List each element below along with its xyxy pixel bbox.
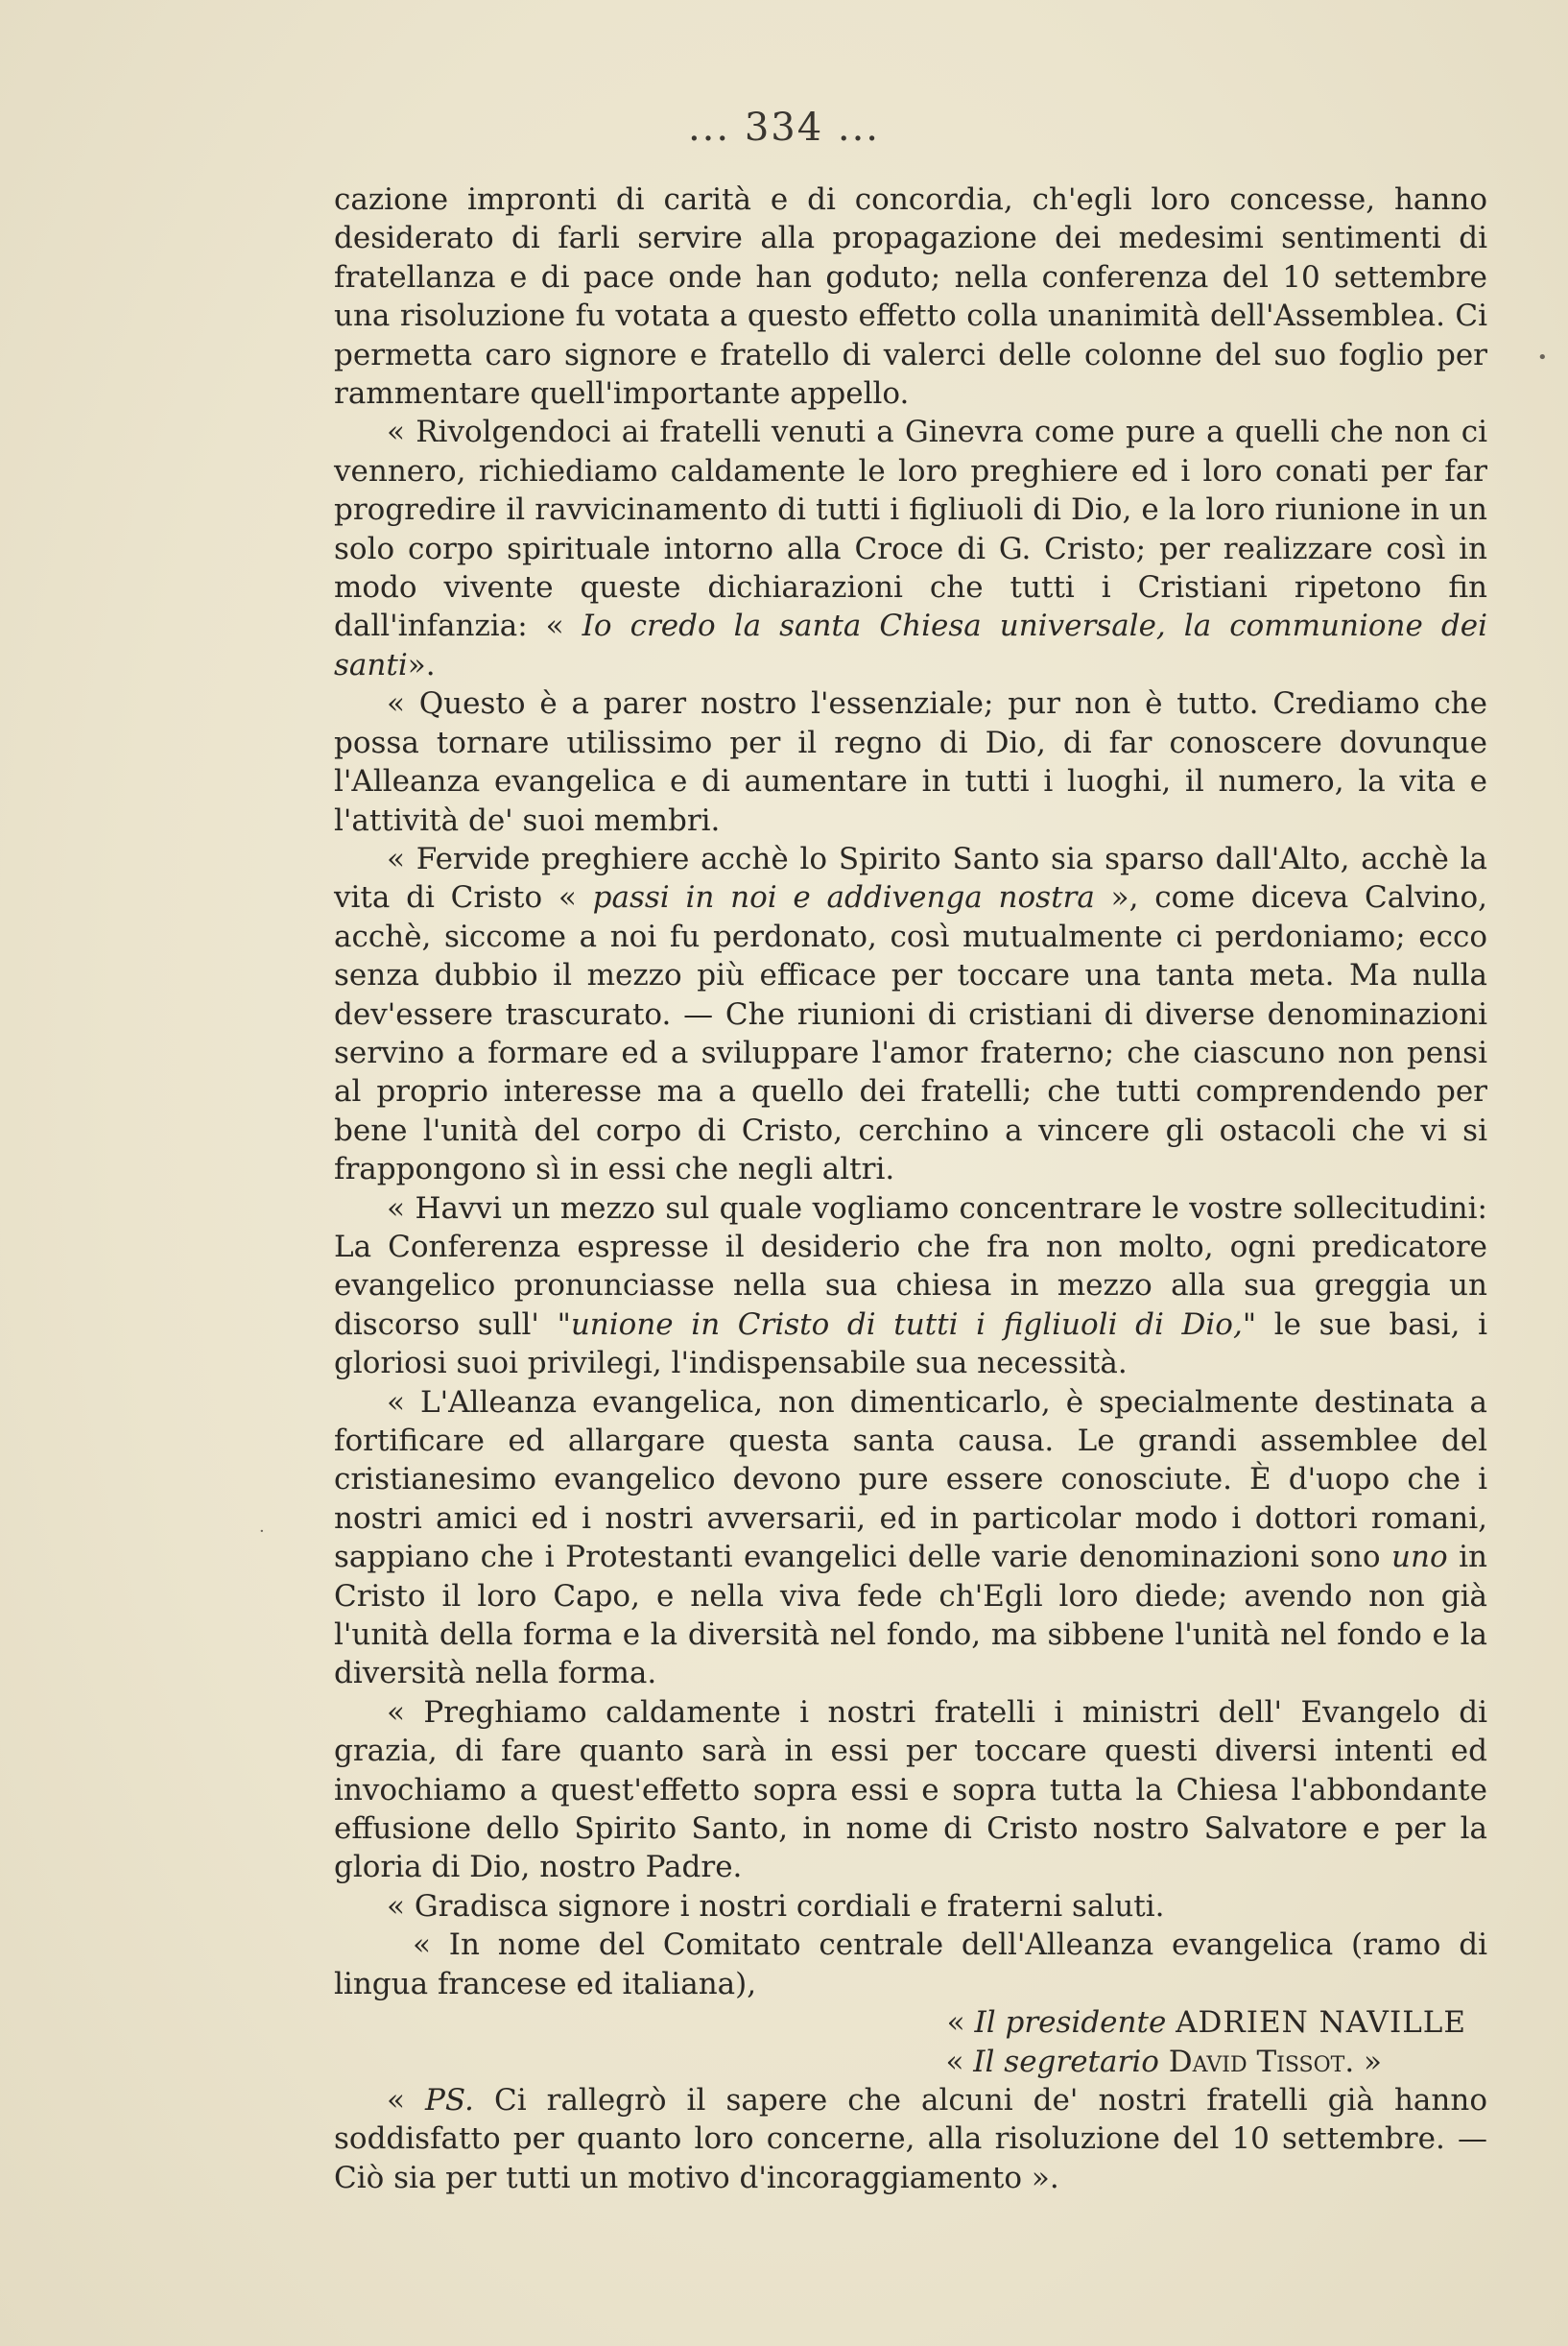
paragraph-2-text: « Rivolgendoci ai fratelli venuti a Ginevra come pure a quelli che non ci vennero, richiediamo caldamente le loro preghiere ed i loro conati per far progredire il ravvicinamento di tutti i figliuoli di Dio, e la loro riunione in un solo corpo spirituale intorno alla Croce di G. Cristo; per realizzare così in modo vivente queste dichiarazioni che tutti i Cristiani ripetono fin dall'infanzia: « [334, 415, 1487, 644]
paragraph-2 [334, 413, 1487, 684]
paragraph-5-a: « Havvi un mezzo sul quale vogliamo concentrare le vostre sollecitudini: La Conferenza espresse il desiderio che fra non molto, ogni predicatore evangelico pronunciasse nella sua chiesa in mezzo alla sua greggia un discorso sull' " [334, 1190, 1487, 1342]
paragraph-5-b: " le sue basi, i gloriosi suoi privilegi, l'indispensabile sua necessità. [334, 1306, 1487, 1381]
paragraph-9: « In nome del Comitato centrale dell'Alleanza evangelica (ramo di lingua francese ed italiana), [334, 1927, 1487, 2001]
margin-speck: • [1537, 347, 1548, 368]
paragraph-2-quote: Io credo la santa Chiesa universale, la communione dei santi [334, 609, 1487, 682]
paragraph-4-b: », come diceva Calvino, acchè, siccome a noi fu perdonato, così mutualmente ci perdoniamo; ecco senza dubbio il mezzo più efficace per toccare una tanta meta. Ma nulla dev'essere trascurato. — Che riunioni di cristiani di diverse denominazioni servino a formare ed a sviluppare l'amor fraterno; che ciascuno non pensi al proprio interesse ma a quello dei fratelli; che tutti comprendendo per bene l'unità del corpo di Cristo, cerchino a vincere gli ostacoli che vi si frappongono sì in essi che negli altri. [334, 880, 1488, 1187]
signature-president [334, 2003, 1487, 2042]
paragraph-6-italic: uno [1391, 1540, 1448, 1575]
postscript-open: « [387, 2082, 405, 2118]
paragraph-6-b: in Cristo il loro Capo, e nella viva fede ch'Egli loro diede; avendo non già l'unità della forma e la diversità nel fondo, ma sibbene l'unità nel fondo e la diversità nella forma. [334, 1540, 1488, 1691]
paragraph-1: cazione impronti di carità e di concordia, ch'egli loro concesse, hanno desiderato di farli servire alla propagazione dei medesimi sentimenti di fratellanza e di pace onde han goduto; nella conferenza del 10 settembre una risoluzione fu votata a questo effetto colla unanimità dell'Assemblea. Ci permetta caro signore e fratello di valerci delle colonne del suo foglio per rammentare quell'importante appello. [334, 182, 1487, 412]
signature-name-1: ADRIEN NAVILLE [1176, 2005, 1466, 2041]
signature-open-1: « [946, 2005, 965, 2041]
signature-role-1: Il presidente [974, 2005, 1167, 2041]
body-text [334, 180, 1487, 2197]
paragraph-6 [334, 1383, 1487, 1693]
signature-role-2: Il segretario [973, 2044, 1159, 2079]
paragraph-5-quote: unione in Cristo di tutti i figliuoli di Dio, [570, 1306, 1243, 1342]
postscript-text: Ci rallegrò il sapere che alcuni de' nostri fratelli già hanno soddisfatto per quanto loro concerne, alla risoluzione del 10 settembre. — Ciò sia per tutti un motivo d'incoraggiamento ». [334, 2082, 1488, 2195]
signature-name-2: David Tissot. [1168, 2044, 1355, 2079]
paragraph-3: « Questo è a parer nostro l'essenziale; pur non è tutto. Crediamo che possa tornare utilissimo per il regno di Dio, di far conoscere dovunque l'Alleanza evangelica e di aumentare in tutti i luoghi, il numero, la vita e l'attività de' suoi membri. [334, 686, 1487, 838]
signature-close-2: » [1364, 2044, 1382, 2079]
signature-open-2: « [945, 2044, 964, 2079]
paragraph-7: « Preghiamo caldamente i nostri fratelli i ministri dell' Evangelo di grazia, di fare quanto sarà in essi per toccare questi diversi intenti ed invochiamo a quest'effetto sopra essi e sopra tutta la Chiesa l'abbondante effusione dello Spirito Santo, in nome di Cristo nostro Salvatore e per la gloria di Dio, nostro Padre. [334, 1694, 1487, 1885]
signature-secretary [334, 2043, 1487, 2081]
paragraph-4-a: « Fervide preghiere acchè lo Spirito Santo sia sparso dall'Alto, acchè la vita di Cristo « [334, 841, 1487, 916]
paragraph-4 [334, 840, 1487, 1189]
margin-speck: · [259, 1521, 265, 1542]
paragraph-6-a: « L'Alleanza evangelica, non dimenticarlo, è specialmente destinata a fortificare ed allargare questa santa causa. Le grandi assemblee del cristianesimo evangelico devono pure essere conosciute. È d'uopo che i nostri amici ed i nostri avversarii, ed in particolar modo i dottori romani, sappiano che i Protestanti evangelici delle varie denominazioni sono [334, 1384, 1487, 1575]
paragraph-5 [334, 1189, 1487, 1383]
postscript [334, 2081, 1487, 2197]
paragraph-2-end: ». [407, 647, 436, 682]
paragraph-4-quote: passi in noi e addivenga nostra [592, 880, 1095, 916]
postscript-label: PS. [425, 2082, 474, 2118]
paragraph-8: « Gradisca signore i nostri cordiali e fraterni saluti. [387, 1888, 1165, 1924]
page-number: ... 334 ... [687, 106, 881, 150]
